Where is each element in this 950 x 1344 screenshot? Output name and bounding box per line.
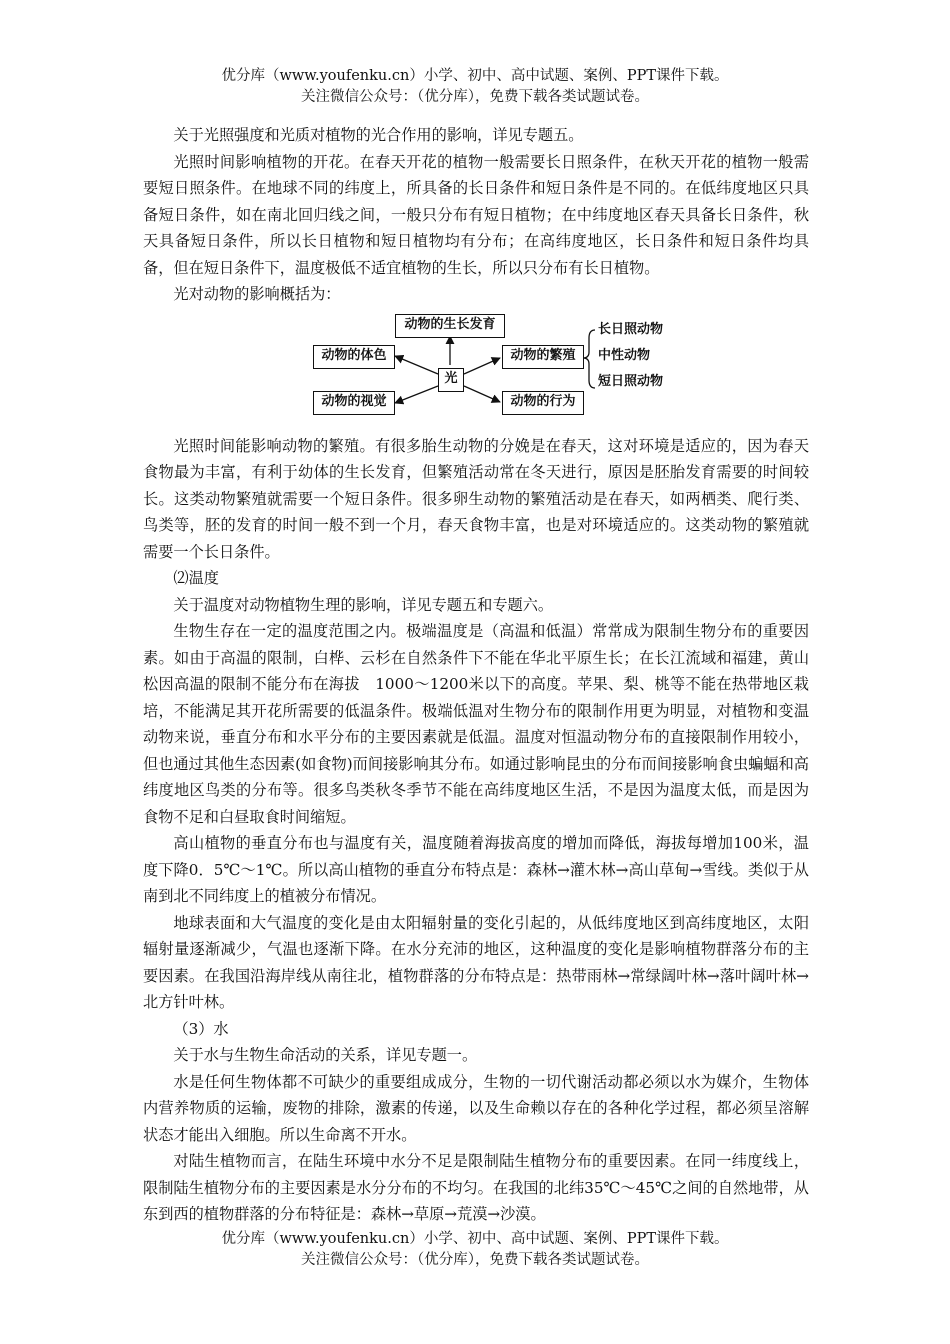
label-neutral-animal: 中性动物	[598, 347, 651, 363]
section-heading: （3）水	[173, 1019, 229, 1038]
box-breeding: 动物的繁殖	[502, 345, 584, 369]
footer-line-1: 优分库（www.youfenku.cn）小学、初中、高中试题、案例、PPT课件下载。	[221, 1231, 729, 1247]
light-effects-diagram	[143, 310, 809, 422]
page-footer	[0, 1229, 950, 1271]
paragraph: 水是任何生物体都不可缺少的重要组成成分，生物的一切代谢活动都必须以水为媒介，生物体内营养物质的运输，废物的排除，激素的传递，以及生命赖以存在的各种化学过程，都必须呈溶解状态才能出入细胞。所以生命离不开水。	[143, 1072, 809, 1144]
box-body-color: 动物的体色	[313, 345, 395, 369]
header-line-2: 关注微信公众号：（优分库），免费下载各类试题试卷。	[301, 89, 649, 105]
paragraph: 关于水与生物生命活动的关系，详见专题一。	[173, 1046, 478, 1064]
document-body	[143, 122, 809, 1228]
box-vision: 动物的视觉	[313, 391, 395, 415]
label-long-day-animal: 长日照动物	[598, 321, 664, 337]
paragraph: 关于光照强度和光质对植物的光合作用的影响，详见专题五。	[173, 126, 584, 144]
box-behavior: 动物的行为	[502, 391, 584, 415]
footer-line-2: 关注微信公众号：（优分库），免费下载各类试题试卷。	[301, 1252, 649, 1268]
paragraph: 生物生存在一定的温度范围之内。极端温度是（高温和低温）常常成为限制生物分布的重要因素。如由于高温的限制，白桦、云杉在自然条件下不能在华北平原生长；在长江流域和福建，黄山松因高温的限制不能分布在海拔 1000～1200米以下的高度。苹果、梨、桃等不能在热带地区栽培，不能满足其开花所需要的低温条件。极端低温对生物分布的限制作用更为明显，对植物和变温动物来说，垂直分布和水平分布的主要因素就是低温。温度对恒温动物分布的直接限制作用较小，但也通过其他生态因素(如食物)而间接影响其分布。如通过影响昆虫的分布而间接影响食虫蝙蝠和高纬度地区鸟类的分布等。很多鸟类秋冬季节不能在高纬度地区生活，不是因为温度太低，而是因为食物不足和白昼取食时间缩短。	[143, 622, 809, 826]
paragraph: 地球表面和大气温度的变化是由太阳辐射量的变化引起的，从低纬度地区到高纬度地区，太阳辐射量逐渐减少，气温也逐渐下降。在水分充沛的地区，这种温度的变化是影响植物群落分布的主要因素。在我国沿海岸线从南往北，植物群落的分布特点是：热带雨林→常绿阔叶林→落叶阔叶林→北方针叶林。	[143, 913, 809, 1011]
paragraph: 光照时间影响植物的开花。在春天开花的植物一般需要长日照条件，在秋天开花的植物一般需要短日照条件。在地球不同的纬度上，所具备的长日条件和短日条件是不同的。在低纬度地区只具备短日条件，如在南北回归线之间，一般只分布有短日植物；在中纬度地区春天具备长日条件，秋天具备短日条件，所以长日植物和短日植物均有分布；在高纬度地区，长日条件和短日条件均具备，但在短日条件下，温度极低不适宜植物的生长，所以只分布有长日植物。	[143, 152, 809, 277]
header-line-1: 优分库（www.youfenku.cn）小学、初中、高中试题、案例、PPT课件下载。	[221, 68, 729, 84]
paragraph: 关于温度对动物植物生理的影响，详见专题五和专题六。	[173, 595, 554, 614]
label-short-day-animal: 短日照动物	[598, 373, 664, 389]
arrow-to-body-color	[395, 356, 438, 374]
paragraph: 光对动物的影响概括为：	[173, 285, 341, 303]
page-header	[0, 66, 950, 108]
brace-icon	[583, 330, 595, 388]
paragraph: 高山植物的垂直分布也与温度有关，温度随着海拔高度的增加而降低，海拔每增加100米，温度下降0．5℃～1℃。所以高山植物的垂直分布特点是：森林→灌木林→高山草甸→雪线。类似于从南到北不同纬度上的植被分布情况。	[143, 834, 809, 905]
arrow-to-behavior	[464, 386, 500, 402]
arrow-to-vision	[395, 386, 438, 403]
section-heading: ⑵温度	[173, 569, 219, 587]
box-growth: 动物的生长发育	[395, 314, 505, 338]
box-light: 光	[438, 368, 464, 392]
arrow-to-breeding	[464, 358, 500, 374]
paragraph: 对陆生植物而言，在陆生环境中水分不足是限制陆生植物分布的重要因素。在同一纬度线上，限制陆生植物分布的主要因素是水分分布的不均匀。在我国的北纬35℃～45℃之间的自然地带，从东到西的植物群落的分布特征是：森林→草原→荒漠→沙漠。	[143, 1152, 809, 1223]
paragraph: 光照时间能影响动物的繁殖。有很多胎生动物的分娩是在春天，这对环境是适应的，因为春天食物最为丰富，有利于幼体的生长发育，但繁殖活动常在冬天进行，原因是胚胎发育需要的时间较长。这类动物繁殖就需要一个短日条件。很多卵生动物的繁殖活动是在春天，如两栖类、爬行类、鸟类等，胚的发育的时间一般不到一个月，春天食物丰富，也是对环境适应的。这类动物的繁殖就需要一个长日条件。	[143, 436, 809, 561]
